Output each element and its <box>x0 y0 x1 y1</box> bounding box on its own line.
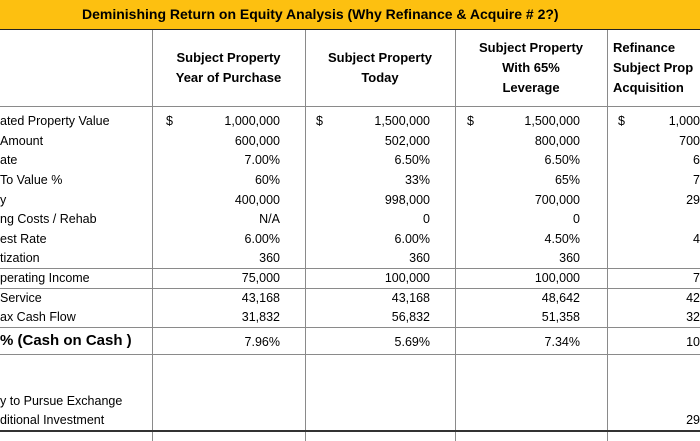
cell: 360 <box>409 251 430 265</box>
table-row <box>0 151 700 170</box>
cell: 360 <box>559 251 580 265</box>
cell: 600,000 <box>234 134 280 148</box>
cell: 29 <box>686 193 700 207</box>
grid-line <box>0 106 700 107</box>
cell: 75,000 <box>241 271 280 285</box>
currency-symbol: $ <box>166 114 173 128</box>
footer-row <box>0 392 700 411</box>
cell: 4.50% <box>544 232 580 246</box>
cell: 0 <box>573 212 580 226</box>
cell: 48,642 <box>541 291 580 305</box>
cell: 43,168 <box>391 291 430 305</box>
column-header-today: Subject Property Today <box>327 50 433 85</box>
footer-row <box>0 411 700 430</box>
cell: 700,000 <box>534 193 580 207</box>
cell: 700 <box>679 134 700 148</box>
cell: 360 <box>259 251 280 265</box>
table-row <box>0 210 700 229</box>
table-row <box>0 191 700 210</box>
table-row <box>0 230 700 249</box>
footer-label: y to Pursue Exchange <box>0 394 123 408</box>
cell: 0 <box>423 212 430 226</box>
row-label: ate <box>0 153 18 167</box>
cell: 10 <box>686 335 700 349</box>
cell: 502,000 <box>384 134 430 148</box>
cell: 60% <box>254 173 280 187</box>
cell: 6.50% <box>544 153 580 167</box>
row-label: tization <box>0 251 40 265</box>
cell: 6.00% <box>394 232 430 246</box>
grid-line <box>0 327 700 328</box>
column-header-65-leverage: Subject Property With 65% Leverage <box>478 40 584 95</box>
cell: 31,832 <box>241 310 280 324</box>
cell: N/A <box>259 212 280 226</box>
currency-symbol: $ <box>467 114 474 128</box>
title-banner <box>0 0 700 30</box>
table-row <box>0 249 700 268</box>
cell: 32 <box>686 310 700 324</box>
grid-line <box>0 430 700 432</box>
cell: 1,500,000 <box>374 114 430 128</box>
footer-label: ditional Investment <box>0 413 105 427</box>
table-row <box>0 269 700 288</box>
grid-line <box>0 354 700 355</box>
cell: 7.34% <box>544 335 580 349</box>
table-row <box>0 289 700 308</box>
cell: 33% <box>404 173 430 187</box>
column-header-refinance-acquisition: Refinance Subject Prop Acquisition <box>613 40 694 95</box>
row-label: % (Cash on Cash ) <box>0 332 132 349</box>
row-label: ng Costs / Rehab <box>0 212 97 226</box>
row-label: est Rate <box>0 232 47 246</box>
cell: 43,168 <box>241 291 280 305</box>
row-label: Service <box>0 291 42 305</box>
cell: 5.69% <box>394 335 430 349</box>
cell: 1,000 <box>668 114 700 128</box>
cell: 51,358 <box>541 310 580 324</box>
cell: 29 <box>686 413 700 427</box>
cell: 100,000 <box>384 271 430 285</box>
cell: 400,000 <box>234 193 280 207</box>
table-row <box>0 112 700 131</box>
cell: 6 <box>693 153 700 167</box>
cell: 4 <box>693 232 700 246</box>
row-label: perating Income <box>0 271 90 285</box>
cell: 65% <box>554 173 580 187</box>
row-label: ax Cash Flow <box>0 310 76 324</box>
row-label: y <box>0 193 7 207</box>
column-header-year-of-purchase: Subject Property Year of Purchase <box>175 50 282 85</box>
currency-symbol: $ <box>618 114 625 128</box>
cell: 1,000,000 <box>224 114 280 128</box>
currency-symbol: $ <box>316 114 323 128</box>
cell: 6.00% <box>244 232 280 246</box>
table-row <box>0 132 700 151</box>
cell: 7 <box>693 271 700 285</box>
cell: 42 <box>686 291 700 305</box>
cell: 100,000 <box>534 271 580 285</box>
row-label: Amount <box>0 134 44 148</box>
row-label: To Value % <box>0 173 63 187</box>
table-row <box>0 171 700 190</box>
cell: 998,000 <box>384 193 430 207</box>
sheet-title: Deminishing Return on Equity Analysis (Why Refinance & Acquire # 2?) <box>82 6 559 22</box>
row-label: ated Property Value <box>0 114 110 128</box>
cell: 6.50% <box>394 153 430 167</box>
cell: 56,832 <box>391 310 430 324</box>
table-row <box>0 308 700 327</box>
cell: 7.00% <box>244 153 280 167</box>
cell: 800,000 <box>534 134 580 148</box>
table-row-cash-on-cash <box>0 331 700 353</box>
cell: 7.96% <box>244 335 280 349</box>
cell: 7 <box>693 173 700 187</box>
cell: 1,500,000 <box>524 114 580 128</box>
